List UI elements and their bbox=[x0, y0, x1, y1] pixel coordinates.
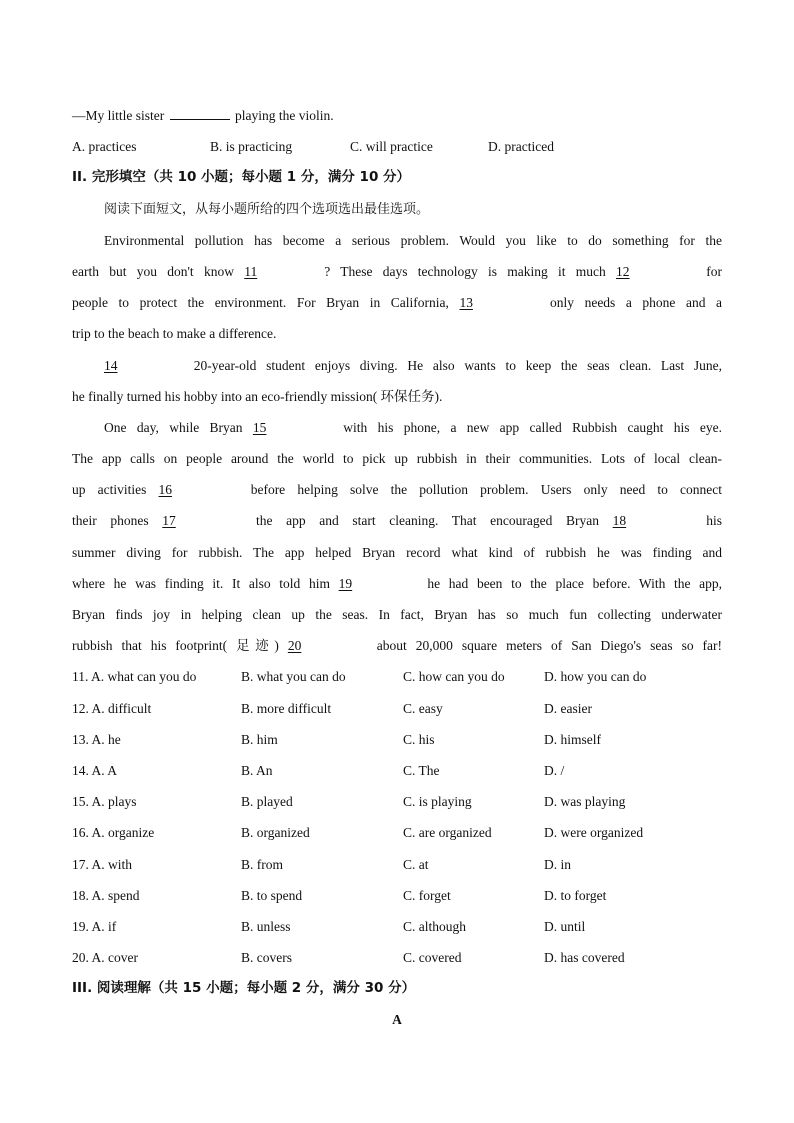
option-b: B. organized bbox=[241, 825, 310, 841]
blank-16: 16 bbox=[158, 482, 173, 498]
passage-text: earth but you don't know bbox=[72, 263, 234, 279]
passage-line bbox=[72, 350, 722, 381]
option-c: C. how can you do bbox=[403, 669, 505, 685]
q10-option-b: B. is practicing bbox=[210, 139, 293, 155]
passage-line bbox=[72, 474, 722, 505]
option-d: D. until bbox=[544, 918, 586, 934]
passage-text: the app and start cleaning. That encouraged Bryan bbox=[255, 513, 599, 529]
option-d: D. / bbox=[544, 762, 565, 778]
option-c: C. The bbox=[403, 762, 440, 778]
exam-page bbox=[72, 100, 722, 1036]
q10-option-d: D. practiced bbox=[488, 139, 554, 155]
passage-text: rubbish that his footprint( 足迹) bbox=[72, 638, 279, 654]
q10-option-c: C. will practice bbox=[350, 139, 433, 155]
option-d: D. were organized bbox=[544, 825, 644, 841]
option-b: B. what you can do bbox=[241, 669, 346, 685]
option-d: D. was playing bbox=[544, 794, 626, 810]
passage-line bbox=[72, 287, 722, 318]
q10-options bbox=[72, 131, 722, 162]
blank-15: 15 bbox=[252, 419, 267, 435]
question-row bbox=[72, 880, 722, 911]
passage-line: The app calls on people around the world to pick up rubbish in their communities. Lots of local clean- bbox=[72, 451, 722, 467]
option-b: B. to spend bbox=[241, 887, 303, 903]
blank-20: 20 bbox=[287, 638, 302, 654]
option-a: 16. A. organize bbox=[72, 825, 155, 841]
blank-19: 19 bbox=[338, 575, 353, 591]
question-row bbox=[72, 817, 722, 848]
option-b: B. more difficult bbox=[241, 700, 332, 716]
option-a: 14. A. A bbox=[72, 762, 118, 778]
passage-text: he had been to the place before. With the app, bbox=[427, 575, 722, 591]
passage-text: only needs a phone and a bbox=[550, 295, 722, 311]
passage-text: their phones bbox=[72, 513, 149, 529]
passage-text: before helping solve the pollution problem. Users only need to connect bbox=[250, 482, 722, 498]
question-row bbox=[72, 724, 722, 755]
q10-stem-before: —My little sister bbox=[72, 108, 165, 123]
option-b: B. unless bbox=[241, 918, 291, 934]
q10-stem bbox=[72, 100, 722, 131]
option-d: D. in bbox=[544, 856, 571, 872]
blank-17: 17 bbox=[162, 513, 176, 529]
passage-line bbox=[72, 256, 722, 287]
q10-blank bbox=[170, 106, 230, 120]
passage-text: where he was finding it. It also told him bbox=[72, 575, 330, 591]
option-a: 20. A. cover bbox=[72, 950, 138, 966]
option-c: C. at bbox=[403, 856, 429, 872]
question-row bbox=[72, 693, 722, 724]
section2-instruction: 阅读下面短文，从每小题所给的四个选项选出最佳选项。 bbox=[104, 201, 430, 217]
passage-text: people to protect the environment. For Bryan in California, bbox=[72, 295, 449, 311]
option-a: 18. A. spend bbox=[72, 887, 140, 903]
question-row bbox=[72, 661, 722, 692]
section2-heading: II. 完形填空（共 10 小题；每小题 1 分，满分 10 分） bbox=[72, 169, 411, 186]
passage-line bbox=[72, 412, 722, 443]
option-d: D. easier bbox=[544, 700, 592, 716]
option-d: D. how you can do bbox=[544, 669, 647, 685]
option-b: B. covers bbox=[241, 950, 292, 966]
passage-line bbox=[72, 630, 722, 661]
cloze-options bbox=[72, 661, 722, 973]
option-a: 17. A. with bbox=[72, 856, 133, 872]
option-c: C. are organized bbox=[403, 825, 492, 841]
option-c: C. covered bbox=[403, 950, 462, 966]
option-d: D. to forget bbox=[544, 887, 607, 903]
option-a: 19. A. if bbox=[72, 918, 117, 934]
blank-18: 18 bbox=[612, 513, 627, 529]
blank-14: 14 bbox=[104, 357, 118, 373]
question-row bbox=[72, 942, 722, 973]
option-c: C. forget bbox=[403, 887, 451, 903]
blank-12: 12 bbox=[616, 263, 630, 279]
section3-heading: III. 阅读理解（共 15 小题；每小题 2 分，满分 30 分） bbox=[72, 980, 416, 997]
passage-line bbox=[72, 568, 722, 599]
passage-text: One day, while Bryan bbox=[104, 419, 243, 435]
passage-text: for bbox=[706, 263, 722, 279]
option-b: B. him bbox=[241, 731, 278, 747]
passage-line bbox=[72, 505, 722, 536]
passage-line: Environmental pollution has become a serious problem. Would you like to do something for the bbox=[104, 232, 722, 248]
passage-line: trip to the beach to make a difference. bbox=[72, 326, 277, 342]
passage-text: his bbox=[706, 513, 722, 529]
option-d: D. himself bbox=[544, 731, 601, 747]
passage-text: about 20,000 square meters of San Diego's seas so far! bbox=[376, 638, 722, 654]
question-row bbox=[72, 786, 722, 817]
option-d: D. has covered bbox=[544, 950, 625, 966]
blank-11: 11 bbox=[244, 263, 258, 279]
option-b: B. from bbox=[241, 856, 283, 872]
q10-stem-after: playing the violin. bbox=[235, 108, 334, 123]
passage-text: 20-year-old student enjoys diving. He also wants to keep the seas clean. Last June, bbox=[193, 357, 722, 373]
q10-option-a: A. practices bbox=[72, 139, 137, 155]
option-c: C. easy bbox=[403, 700, 443, 716]
passage-line: Bryan finds joy in helping clean up the seas. In fact, Bryan has so much fun collecting underwater bbox=[72, 607, 722, 622]
option-c: C. his bbox=[403, 731, 435, 747]
passage-line: summer diving for rubbish. The app helped Bryan record what kind of rubbish he was finding and bbox=[72, 544, 722, 560]
passage-text: up activities bbox=[72, 482, 147, 498]
question-row bbox=[72, 911, 722, 942]
option-a: 11. A. what can you do bbox=[72, 669, 197, 685]
option-a: 13. A. he bbox=[72, 731, 121, 747]
option-a: 15. A. plays bbox=[72, 794, 137, 810]
option-c: C. is playing bbox=[403, 794, 472, 810]
question-row bbox=[72, 755, 722, 786]
option-b: B. played bbox=[241, 794, 293, 810]
option-b: B. An bbox=[241, 762, 273, 778]
option-a: 12. A. difficult bbox=[72, 700, 152, 716]
blank-13: 13 bbox=[459, 295, 473, 311]
passage-text: ? These days technology is making it much bbox=[324, 263, 606, 279]
passage-text: with his phone, a new app called Rubbish caught his eye. bbox=[343, 419, 722, 435]
section3-subheading: A bbox=[392, 1012, 402, 1028]
option-c: C. although bbox=[403, 918, 466, 934]
question-row bbox=[72, 849, 722, 880]
passage-line: he finally turned his hobby into an eco-friendly mission( 环保任务). bbox=[72, 388, 443, 404]
